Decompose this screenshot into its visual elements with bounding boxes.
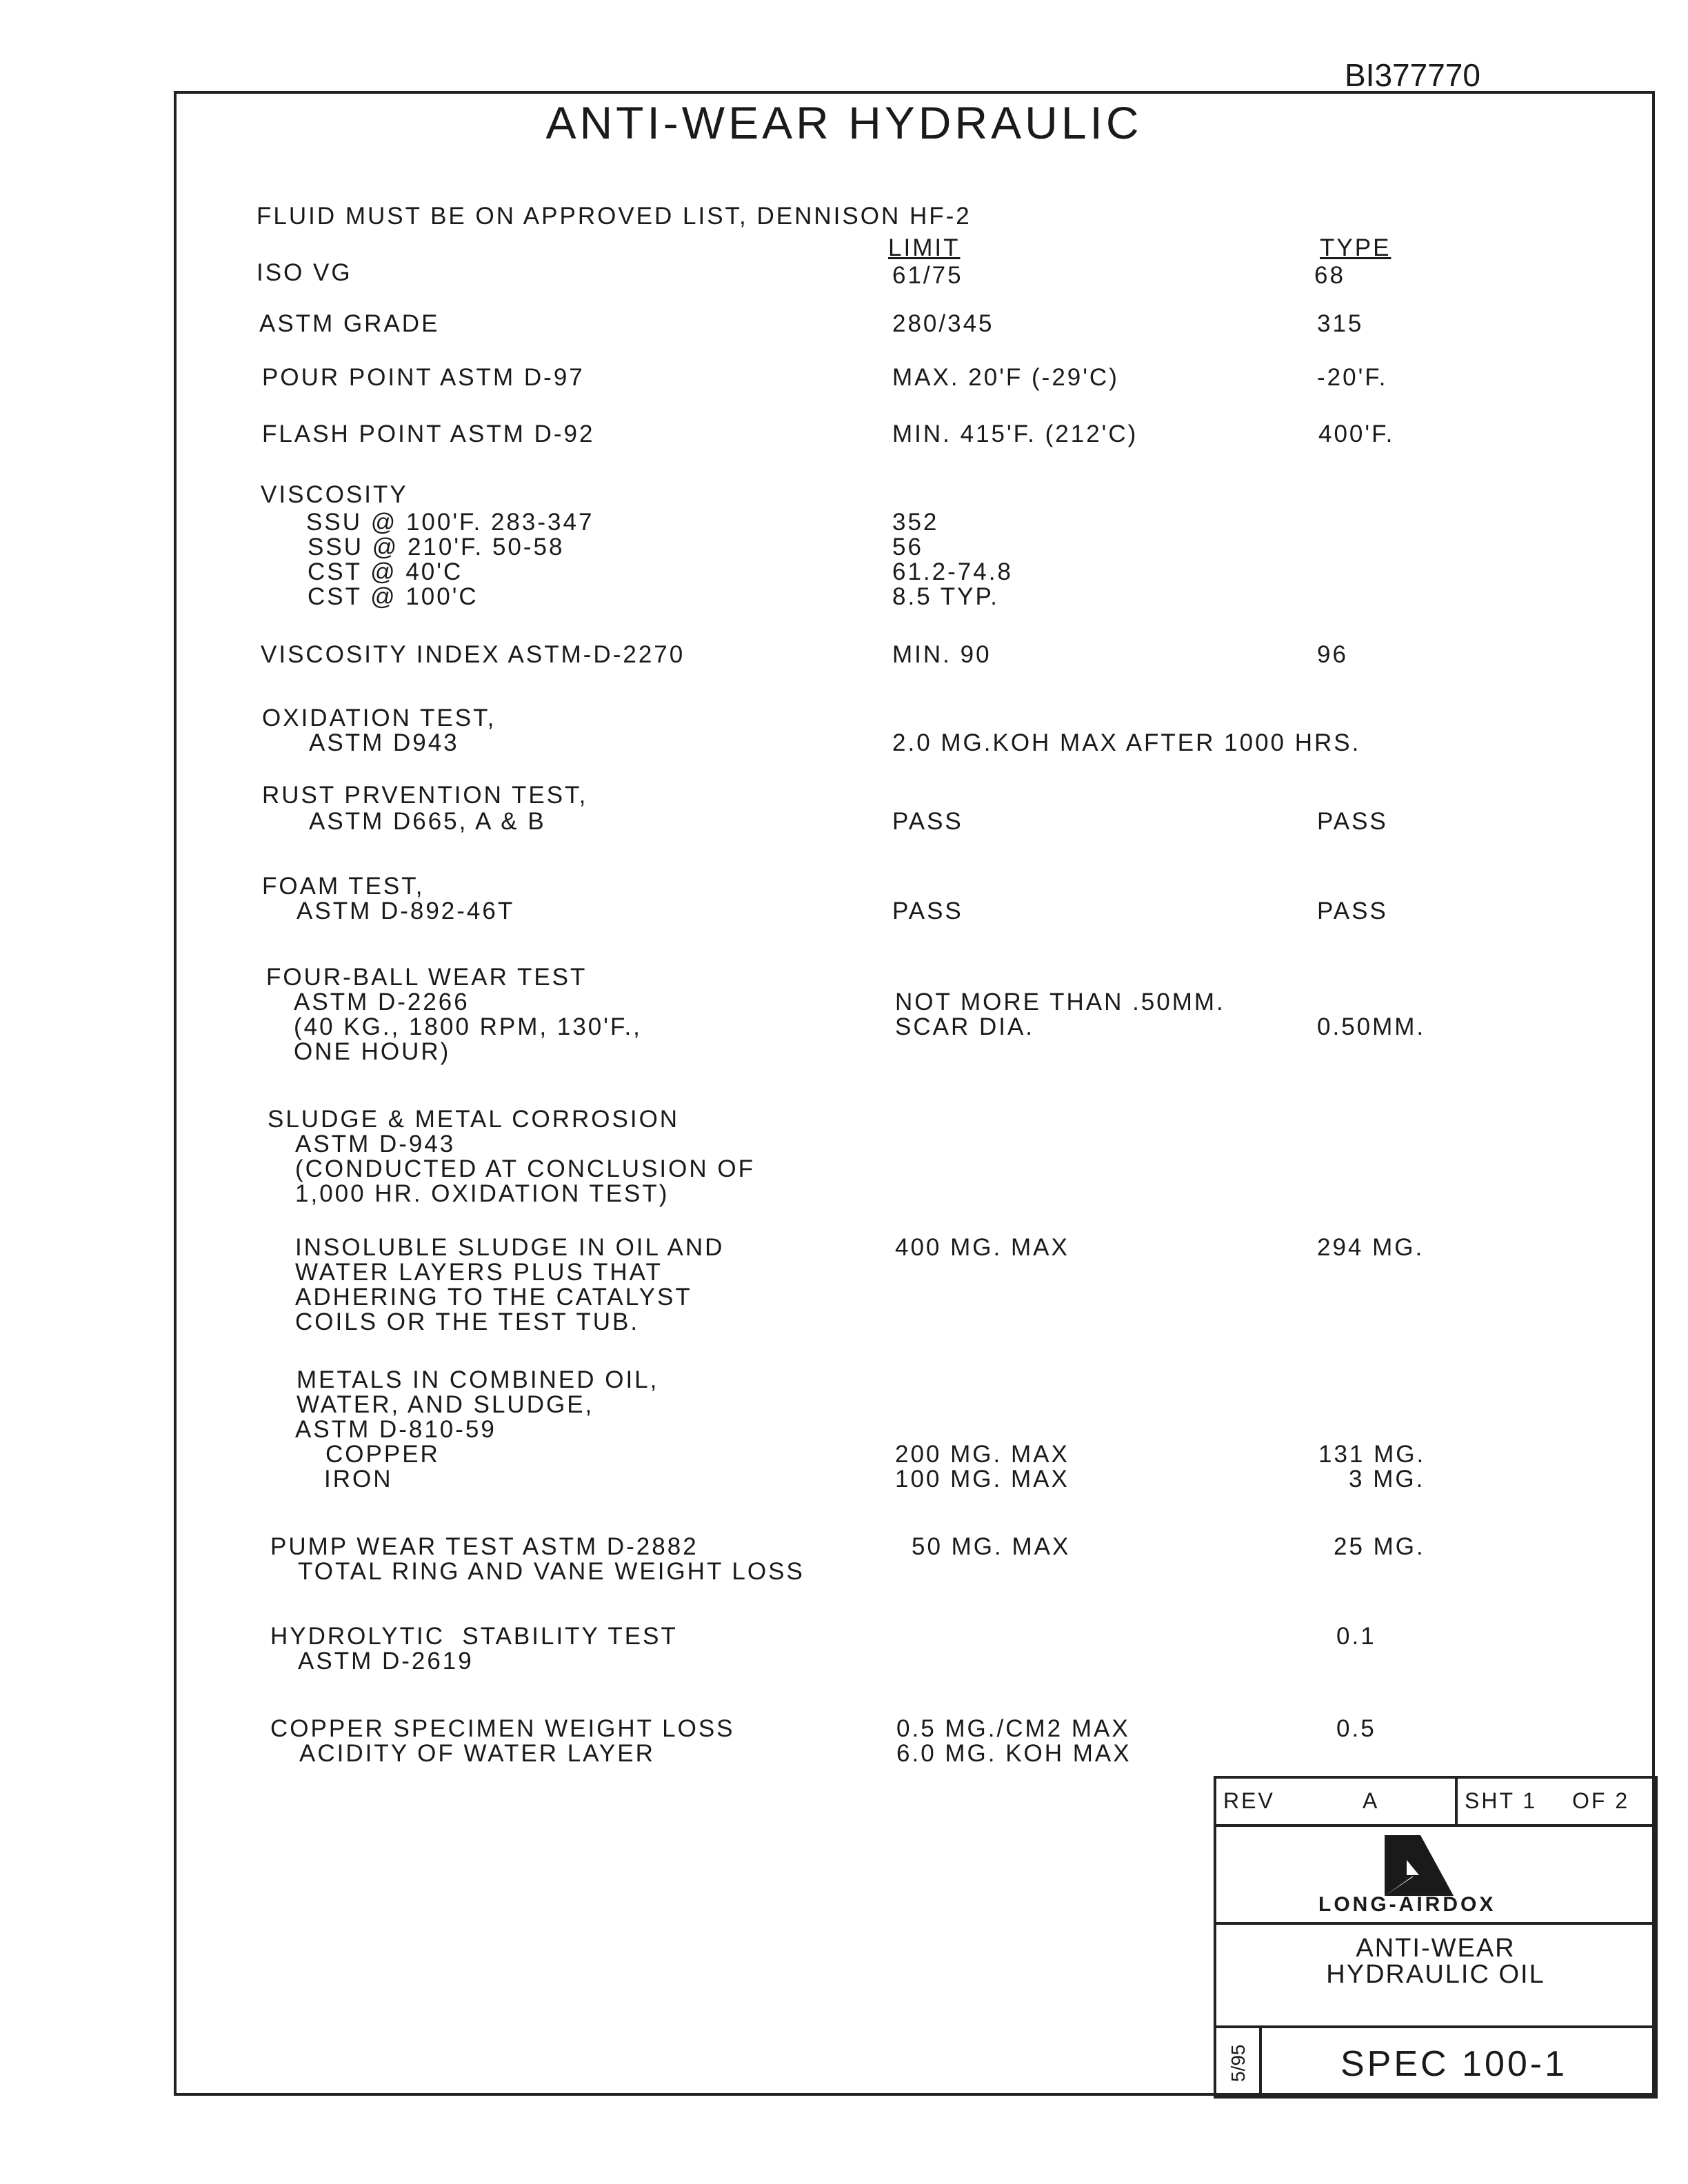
metals-label-1: METALS IN COMBINED OIL, bbox=[297, 1366, 659, 1393]
ssu-210-value: 56 bbox=[892, 534, 923, 560]
pump-wear-label: PUMP WEAR TEST ASTM D-2882 bbox=[270, 1533, 699, 1560]
limit-header: LIMIT bbox=[888, 234, 961, 261]
astm-grade-type: 315 bbox=[1317, 310, 1364, 337]
four-ball-astm: ASTM D-2266 bbox=[294, 989, 470, 1015]
iron-limit: 100 MG. MAX bbox=[895, 1466, 1069, 1493]
flash-point-type: 400'F. bbox=[1318, 421, 1395, 447]
hydrolytic-astm: ASTM D-2619 bbox=[298, 1648, 474, 1675]
insoluble-limit: 400 MG. MAX bbox=[895, 1234, 1069, 1261]
acidity-limit: 6.0 MG. KOH MAX bbox=[896, 1740, 1132, 1767]
four-ball-label: FOUR-BALL WEAR TEST bbox=[266, 964, 587, 991]
pour-point-type: -20'F. bbox=[1317, 364, 1388, 391]
oxidation-label: OXIDATION TEST, bbox=[262, 705, 496, 731]
spec-description-1: ANTI-WEAR bbox=[1356, 1934, 1516, 1963]
iso-vg-type: 68 bbox=[1314, 262, 1345, 289]
long-airdox-logo bbox=[1379, 1835, 1455, 1897]
title-block-divider bbox=[1455, 1776, 1458, 1826]
sludge-astm: ASTM D-943 bbox=[295, 1131, 456, 1157]
cst-100-label: CST @ 100'C bbox=[308, 583, 479, 610]
type-header: TYPE bbox=[1320, 234, 1391, 261]
metals-astm: ASTM D-810-59 bbox=[295, 1416, 496, 1443]
page-title: ANTI-WEAR HYDRAULIC bbox=[545, 97, 1143, 148]
spec-number: SPEC 100-1 bbox=[1340, 2044, 1568, 2084]
insoluble-label-4: COILS OR THE TEST TUB. bbox=[295, 1308, 640, 1335]
viscosity-index-limit: MIN. 90 bbox=[892, 641, 992, 668]
iso-vg-limit: 61/75 bbox=[892, 262, 963, 289]
iso-vg-label: ISO VG bbox=[257, 259, 352, 286]
iron-label: IRON bbox=[324, 1466, 393, 1493]
spec-description-2: HYDRAULIC OIL bbox=[1326, 1960, 1545, 1989]
rust-label: RUST PRVENTION TEST, bbox=[262, 782, 588, 809]
four-ball-limit-note: SCAR DIA. bbox=[895, 1013, 1035, 1040]
sludge-note-2: 1,000 HR. OXIDATION TEST) bbox=[295, 1180, 670, 1207]
pump-wear-type: 25 MG. bbox=[1334, 1533, 1425, 1560]
astm-grade-label: ASTM GRADE bbox=[259, 310, 440, 337]
four-ball-conditions: (40 KG., 1800 RPM, 130'F., bbox=[294, 1013, 642, 1040]
ssu-210-label: SSU @ 210'F. 50-58 bbox=[308, 534, 565, 560]
metals-label-2: WATER, AND SLUDGE, bbox=[297, 1391, 594, 1418]
rev-label: REV bbox=[1223, 1788, 1275, 1813]
viscosity-index-label: VISCOSITY INDEX ASTM-D-2270 bbox=[261, 641, 685, 668]
copper-label: COPPER bbox=[325, 1441, 440, 1468]
pour-point-label: POUR POINT ASTM D-97 bbox=[262, 364, 585, 391]
flash-point-label: FLASH POINT ASTM D-92 bbox=[262, 421, 595, 447]
title-block-divider bbox=[1259, 2025, 1262, 2099]
insoluble-label-2: WATER LAYERS PLUS THAT bbox=[295, 1259, 663, 1286]
oxidation-astm: ASTM D943 bbox=[309, 729, 459, 756]
copper-type: 131 MG. bbox=[1318, 1441, 1426, 1468]
insoluble-label-3: ADHERING TO THE CATALYST bbox=[295, 1284, 692, 1311]
sludge-note-1: (CONDUCTED AT CONCLUSION OF bbox=[295, 1155, 755, 1182]
viscosity-index-type: 96 bbox=[1317, 641, 1348, 668]
oxidation-limit: 2.0 MG.KOH MAX AFTER 1000 HRS. bbox=[892, 729, 1361, 756]
foam-label: FOAM TEST, bbox=[262, 873, 425, 900]
sheet-of-label: OF 2 bbox=[1572, 1788, 1630, 1813]
title-block-divider bbox=[1214, 1824, 1658, 1827]
hydrolytic-type: 0.1 bbox=[1336, 1623, 1376, 1650]
flash-point-limit: MIN. 415'F. (212'C) bbox=[892, 421, 1138, 447]
pump-wear-limit: 50 MG. MAX bbox=[912, 1533, 1071, 1560]
rust-type: PASS bbox=[1317, 808, 1388, 835]
four-ball-duration: ONE HOUR) bbox=[294, 1038, 451, 1065]
rev-value: A bbox=[1363, 1788, 1380, 1813]
foam-astm: ASTM D-892-46T bbox=[297, 898, 515, 924]
copper-limit: 200 MG. MAX bbox=[895, 1441, 1069, 1468]
cst-40-label: CST @ 40'C bbox=[308, 558, 463, 585]
sludge-label: SLUDGE & METAL CORROSION bbox=[268, 1106, 680, 1133]
acidity-label: ACIDITY OF WATER LAYER bbox=[299, 1740, 655, 1767]
copper-specimen-type: 0.5 bbox=[1336, 1715, 1376, 1742]
cst-40-value: 61.2-74.8 bbox=[892, 558, 1013, 585]
title-block-divider bbox=[1214, 1922, 1658, 1925]
title-block-divider bbox=[1214, 2025, 1658, 2028]
pour-point-limit: MAX. 20'F (-29'C) bbox=[892, 364, 1119, 391]
iron-type: 3 MG. bbox=[1349, 1466, 1425, 1493]
approved-list-note: FLUID MUST BE ON APPROVED LIST, DENNISON HF-2 bbox=[257, 203, 972, 230]
ssu-100-label: SSU @ 100'F. 283-347 bbox=[306, 509, 594, 536]
astm-grade-limit: 280/345 bbox=[892, 310, 994, 337]
insoluble-label-1: INSOLUBLE SLUDGE IN OIL AND bbox=[295, 1234, 725, 1261]
cst-100-value: 8.5 TYP. bbox=[892, 583, 1000, 610]
viscosity-label: VISCOSITY bbox=[261, 481, 408, 508]
ssu-100-value: 352 bbox=[892, 509, 939, 536]
sheet-label: SHT 1 bbox=[1465, 1788, 1538, 1813]
document-id: BI377770 bbox=[1345, 57, 1480, 93]
foam-limit: PASS bbox=[892, 898, 963, 924]
rust-astm: ASTM D665, A & B bbox=[309, 808, 546, 835]
rust-limit: PASS bbox=[892, 808, 963, 835]
insoluble-type: 294 MG. bbox=[1317, 1234, 1425, 1261]
company-name: LONG-AIRDOX bbox=[1318, 1893, 1496, 1916]
foam-type: PASS bbox=[1317, 898, 1388, 924]
revision-date: 5/95 bbox=[1227, 2044, 1249, 2082]
pump-wear-note: TOTAL RING AND VANE WEIGHT LOSS bbox=[298, 1558, 805, 1585]
four-ball-limit: NOT MORE THAN .50MM. bbox=[895, 989, 1225, 1015]
hydrolytic-label: HYDROLYTIC STABILITY TEST bbox=[270, 1623, 678, 1650]
copper-specimen-limit: 0.5 MG./CM2 MAX bbox=[896, 1715, 1130, 1742]
four-ball-type: 0.50MM. bbox=[1317, 1013, 1426, 1040]
copper-specimen-label: COPPER SPECIMEN WEIGHT LOSS bbox=[270, 1715, 735, 1742]
